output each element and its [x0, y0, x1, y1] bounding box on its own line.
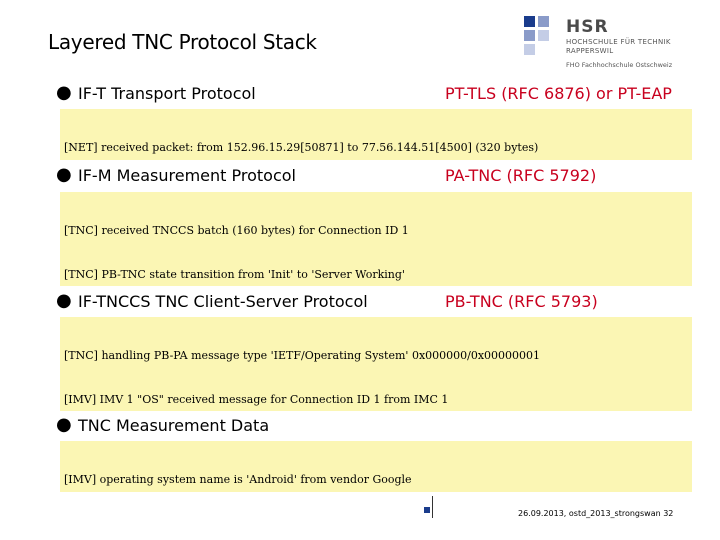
logo-square [524, 44, 535, 55]
bullet-icon: ● [56, 82, 72, 103]
log-line: [IMV] IMV 1 "OS" received message for Connection ID 1 from IMC 1 [64, 392, 449, 406]
footer-square-icon [424, 507, 430, 513]
section-heading-text: IF-TNCCS TNC Client-Server Protocol [78, 292, 368, 311]
footer-text: 26.09.2013, ostd_2013_strongswan 32 [518, 509, 674, 518]
log-box [60, 192, 692, 286]
logo-line1: HOCHSCHULE FÜR TECHNIK [566, 38, 671, 46]
slide-title: Layered TNC Protocol Stack [48, 30, 317, 54]
log-box [60, 109, 692, 160]
log-line: [TNC] handling PB-PA message type 'IETF/Operating System' 0x000000/0x00000001 [64, 349, 541, 362]
hsr-logo [524, 16, 694, 76]
section-heading-text: TNC Measurement Data [78, 416, 270, 435]
logo-line2: RAPPERSWIL [566, 47, 614, 55]
log-box [60, 441, 692, 492]
log-line: [TNC] received TNCCS batch (160 bytes) for Connection ID 1 [64, 224, 409, 237]
logo-square [538, 16, 549, 27]
section-heading-text: IF-T Transport Protocol [78, 84, 256, 103]
log-line: [TNC] PB-TNC state transition from 'Init' to 'Server Working' [64, 267, 405, 281]
protocol-label: PA-TNC (RFC 5792) [445, 166, 597, 185]
log-box [60, 317, 692, 411]
bullet-icon: ● [56, 164, 72, 185]
bullet-icon: ● [56, 290, 72, 311]
protocol-label: PT-TLS (RFC 6876) or PT-EAP [445, 84, 672, 103]
logo-square [538, 30, 549, 41]
logo-square [524, 16, 535, 27]
logo-square [524, 30, 535, 41]
logo-line3: FHO Fachhochschule Ostschweiz [566, 61, 673, 69]
footer-divider [432, 496, 433, 518]
protocol-label: PB-TNC (RFC 5793) [445, 292, 598, 311]
section-heading-text: IF-M Measurement Protocol [78, 166, 296, 185]
logo-name: HSR [566, 17, 609, 37]
log-line: [NET] received packet: from 152.96.15.29[50871] to 77.56.144.51[4500] (320 bytes) [64, 141, 539, 154]
bullet-icon: ● [56, 414, 72, 435]
log-line: [IMV] operating system name is 'Android' from vendor Google [64, 473, 412, 486]
